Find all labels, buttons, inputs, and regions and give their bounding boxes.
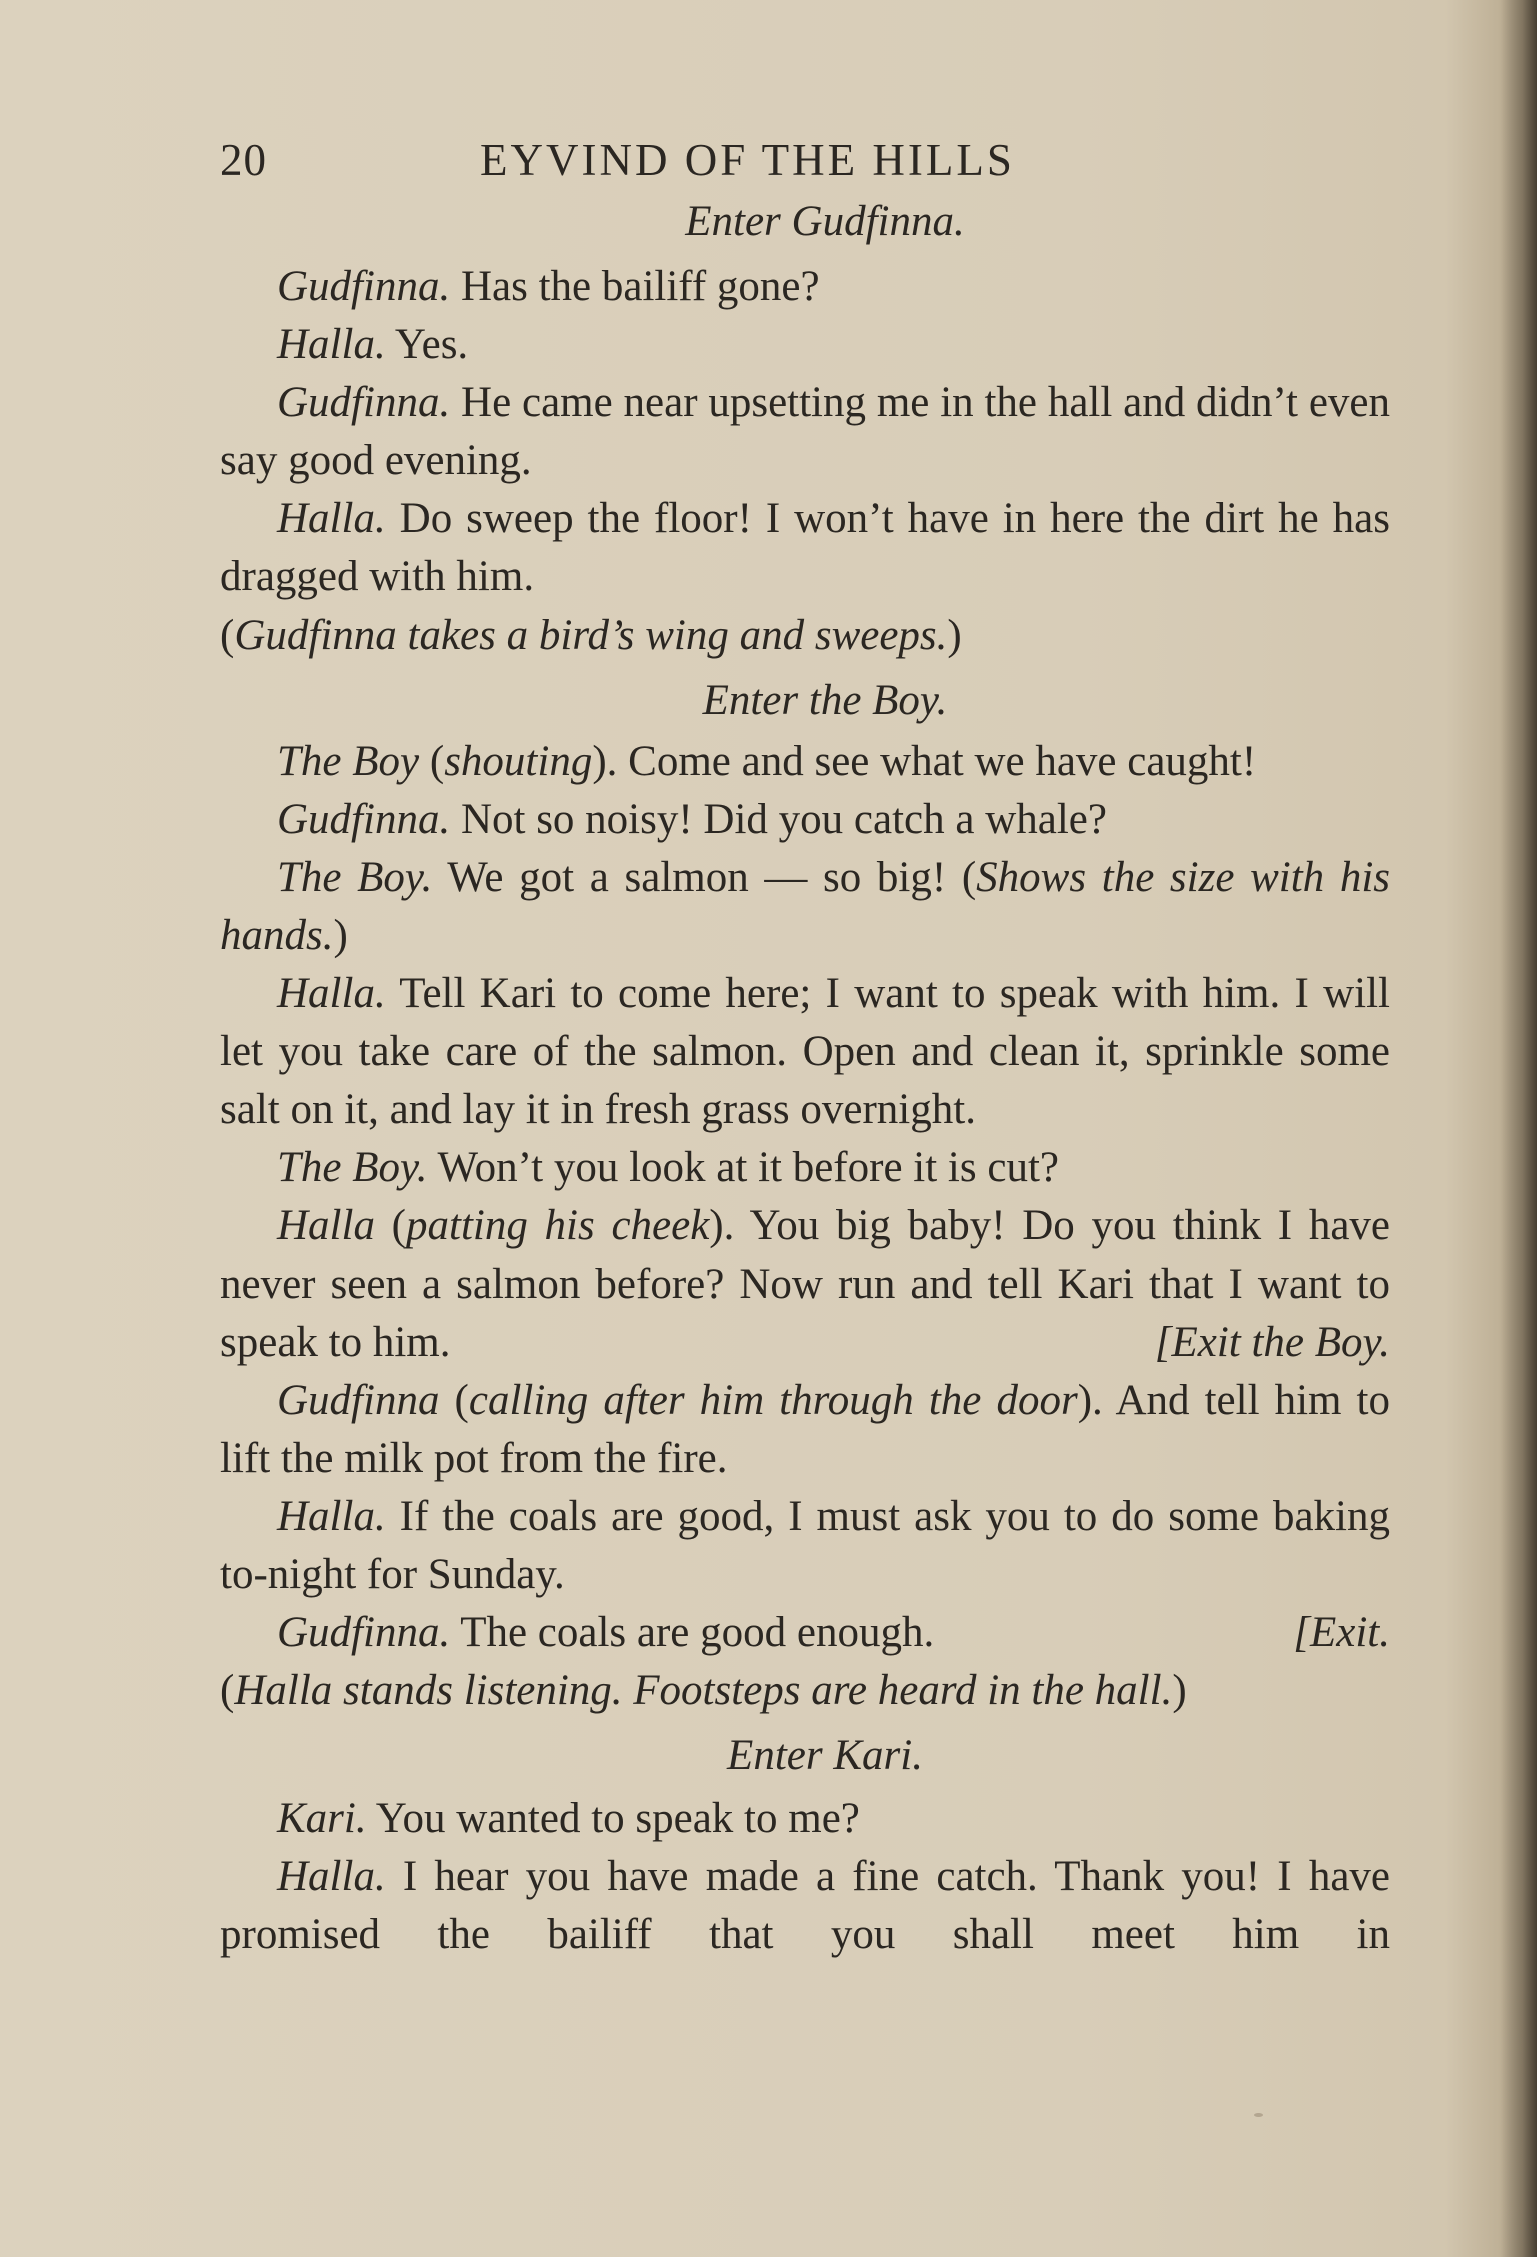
stage-entrance-gudfinna: Enter Gudfinna. (685, 198, 965, 245)
dialogue-line (220, 733, 1390, 791)
dialogue-text: The coals are good enough. (460, 1609, 935, 1657)
exit-text: Exit the Boy. (1171, 1318, 1390, 1366)
stage-direction-text: Gudfinna takes a bird’s wing and sweeps. (234, 611, 948, 659)
dialogue-line (220, 258, 1390, 316)
book-page-text (220, 120, 1390, 2023)
speaker-name: Halla. (277, 321, 386, 369)
page-edge-shadow (1501, 0, 1537, 2257)
speaker-name: Gudfinna. (277, 263, 451, 310)
stage-entrance-boy: Enter the Boy. (702, 676, 948, 724)
speaker-name: Gudfinna. (277, 379, 451, 427)
page-number: 20 (220, 135, 267, 185)
exit-direction (1236, 1604, 1390, 1662)
paren-open: ( (429, 737, 445, 785)
paren-open: ( (391, 1202, 406, 1250)
dialogue-text: Tell Kari to come here; I want to speak with him. I will let you take care of the salmon. Open and clean it, sprinkle some salt on it, and lay it in fresh grass overnight. (220, 970, 1390, 1134)
speaker-name: Halla. (277, 1492, 386, 1540)
paren-close: ). (1077, 1376, 1103, 1424)
speaker-name: Halla. (277, 1853, 386, 1901)
dialogue-line (220, 965, 1390, 1139)
running-title: EYVIND OF THE HILLS (480, 135, 1015, 185)
dialogue-line (220, 1139, 1390, 1197)
stage-direction (220, 607, 1390, 665)
speaker-name: The Boy. (277, 1144, 428, 1192)
speaker-name: Halla. (277, 495, 386, 543)
speaker-name: The Boy (277, 737, 420, 785)
dialogue-line (220, 1197, 1390, 1371)
speaker-name: Gudfinna. (277, 1609, 451, 1657)
dialogue-text: He came near upsetting me in the hall and didn’t even say good evening. (220, 379, 1390, 485)
running-header (220, 120, 1390, 200)
paren-close: ). (709, 1202, 735, 1250)
dialogue-line (220, 1604, 1390, 1662)
exit-direction (1098, 1314, 1390, 1372)
inline-direction: shouting (444, 737, 593, 785)
exit-text: Exit. (1310, 1609, 1390, 1657)
speaker-name: Gudfinna (277, 1376, 440, 1424)
dialogue-text: We got a salmon — so big! (447, 853, 947, 901)
dialogue-text: Yes. (394, 321, 469, 369)
stage-entrance-kari: Enter Kari. (727, 1732, 923, 1780)
exit-bracket: [ (1293, 1609, 1310, 1657)
dialogue-line (220, 1488, 1390, 1604)
dialogue-line (220, 1790, 1390, 1848)
exit-bracket: [ (1154, 1318, 1172, 1366)
dialogue-line (220, 490, 1390, 606)
stage-direction-text: Halla stands listening. Footsteps are heard in the hall. (234, 1667, 1173, 1715)
paren-close: ) (333, 911, 348, 959)
paren-open: ( (220, 1667, 235, 1715)
dialogue-text: Has the bailiff gone? (460, 263, 820, 310)
ink-speck (1254, 2113, 1263, 2117)
dialogue-text: Won’t you look at it before it is cut? (437, 1144, 1059, 1192)
paren-close: ) (947, 611, 962, 659)
speaker-name: Halla. (277, 970, 386, 1018)
dialogue-line (220, 316, 1390, 374)
dialogue-text: Come and see what we have caught! (628, 737, 1257, 785)
dialogue-text: You big baby! Do you think I have never seen a salmon before? Now run and tell Kari that I want to speak to him. (220, 1202, 1391, 1366)
dialogue-line (220, 1372, 1390, 1488)
speaker-name: Halla (277, 1202, 375, 1250)
dialogue-text: And tell him to lift the milk pot from the fire. (220, 1376, 1390, 1482)
dialogue-text: I hear you have made a fine catch. Thank you! I have promised the bailiff that you shall meet him in (220, 1853, 1390, 1959)
dialogue-line (220, 791, 1390, 849)
inline-direction: Shows the size with his hands. (220, 853, 1390, 959)
dialogue-text: You wanted to speak to me? (375, 1795, 860, 1843)
dialogue-line (220, 849, 1390, 965)
inline-direction: patting his cheek (406, 1202, 710, 1250)
paren-open: ( (220, 611, 235, 659)
dialogue-text: Not so noisy! Did you catch a whale? (460, 795, 1107, 843)
paren-close: ). (592, 737, 618, 785)
dialogue-text: Do sweep the floor! I won’t have in here the dirt he has dragged with him. (220, 495, 1391, 601)
speaker-name: The Boy. (277, 853, 433, 901)
stage-direction (220, 1662, 1390, 1720)
dialogue-line (220, 1848, 1390, 2022)
dialogue-text: If the coals are good, I must ask you to do some baking to-night for Sunday. (220, 1492, 1390, 1598)
speaker-name: Gudfinna. (277, 795, 451, 843)
speaker-name: Kari. (277, 1795, 367, 1843)
paren-close: ) (1172, 1667, 1187, 1715)
inline-direction: calling after him through the door (468, 1376, 1078, 1424)
paren-open: ( (454, 1376, 469, 1424)
paren-open: ( (961, 853, 977, 901)
dialogue-line (220, 374, 1390, 490)
